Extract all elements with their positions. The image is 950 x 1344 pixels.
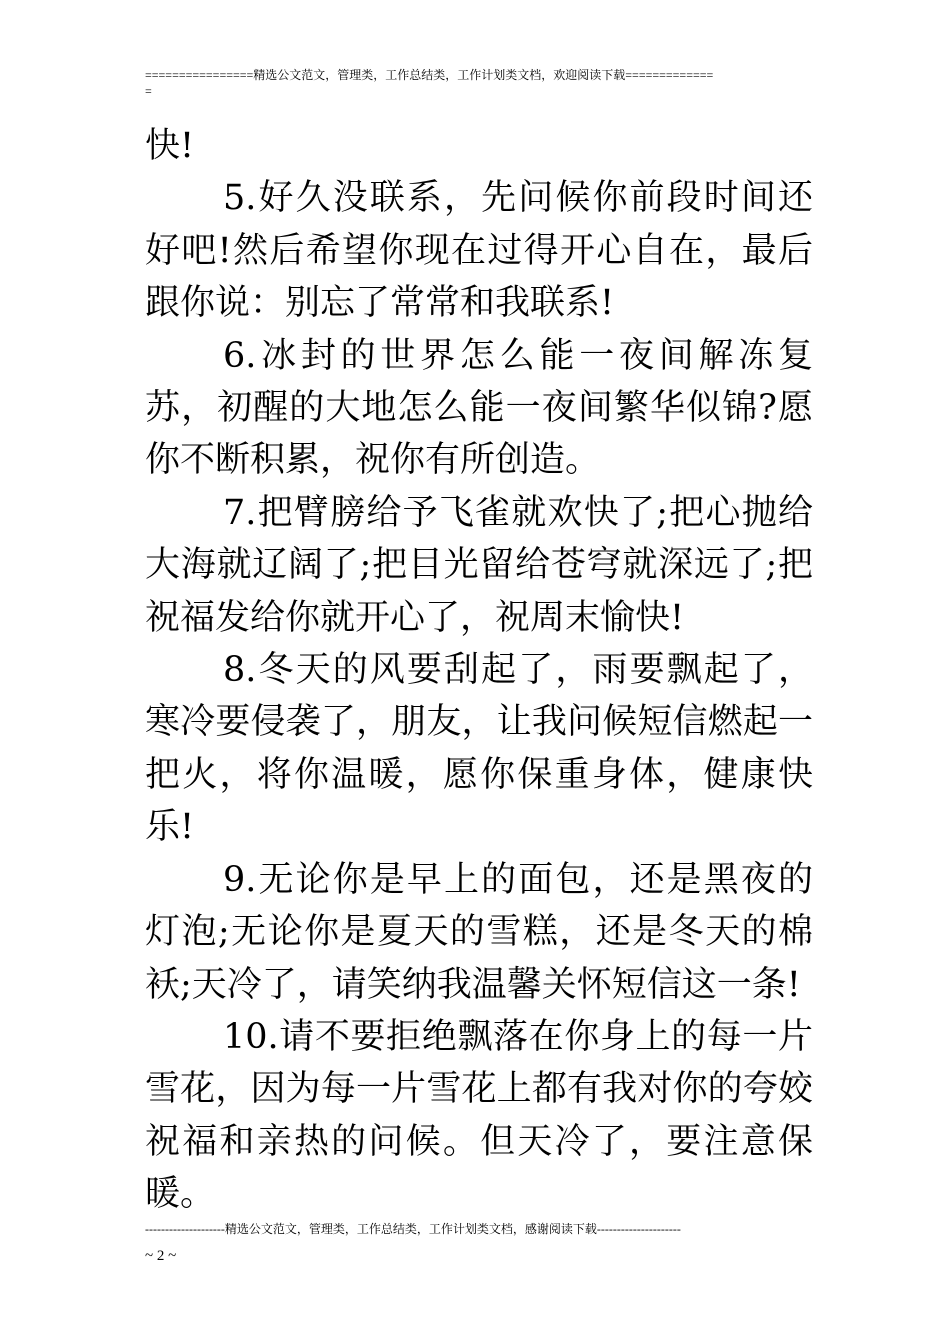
header-banner: ================精选公文范文，管理类，工作总结类，工作计划类文档，欢迎阅读下载============= <box>145 68 714 82</box>
header-banner-continuation: = <box>145 84 152 98</box>
paragraph-continuation: 快! <box>145 126 195 166</box>
document-body <box>145 120 813 1221</box>
paragraph-item-7: 7.把臂膀给予飞雀就欢快了;把心抛给大海就辽阔了;把目光留给苍穹就深远了;把祝福发给你就开心了，祝周末愉快! <box>145 492 813 638</box>
paragraph-item-9: 9.无论你是早上的面包，还是黑夜的灯泡;无论你是夏天的雪糕，还是冬天的棉袄;天冷了，请笑纳我温馨关怀短信这一条! <box>145 859 813 1005</box>
page-number: ~ 2 ~ <box>145 1248 177 1264</box>
paragraph-item-5: 5.好久没联系，先问候你前段时间还好吧!然后希望你现在过得开心自在，最后跟你说：别忘了常常和我联系! <box>145 178 813 324</box>
footer-banner: --------------------精选公文范文，管理类，工作总结类，工作计划类文档，感谢阅读下载--------------------- <box>145 1222 681 1236</box>
paragraph-item-10: 10.请不要拒绝飘落在你身上的每一片雪花，因为每一片雪花上都有我对你的夸姣祝福和亲热的问候。但天冷了，要注意保暖。 <box>145 1016 813 1215</box>
paragraph-item-6: 6.冰封的世界怎么能一夜间解冻复苏，初醒的大地怎么能一夜间繁华似锦?愿你不断积累，祝你有所创造。 <box>145 335 813 481</box>
paragraph-item-8: 8.冬天的风要刮起了，雨要飘起了，寒冷要侵袭了，朋友，让我问候短信燃起一把火，将你温暖，愿你保重身体，健康快乐! <box>145 650 813 848</box>
